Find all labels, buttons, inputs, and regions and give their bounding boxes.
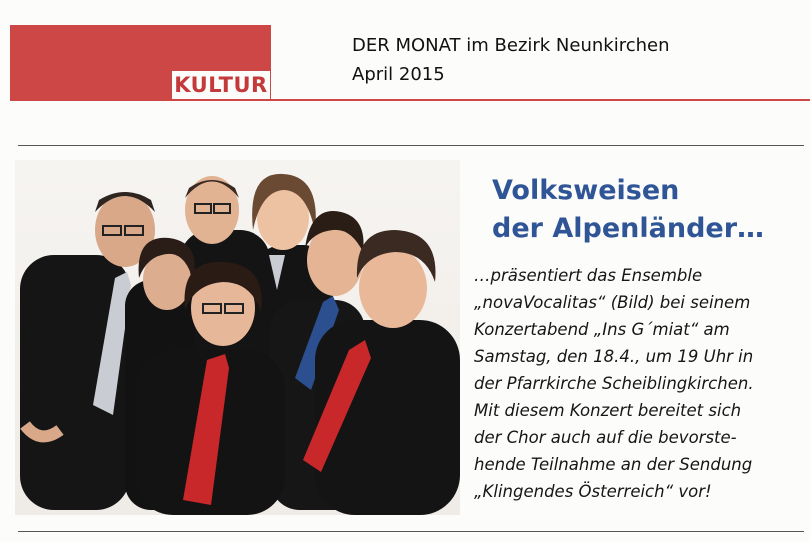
body-line: Konzertabend „Ins G´miat“ am — [474, 320, 730, 339]
body-line: …präsentiert das Ensemble — [474, 266, 703, 285]
headline-line: der Alpenländer… — [492, 213, 765, 244]
header-rule — [10, 99, 810, 101]
body-line: „Klingendes Österreich“ vor! — [474, 482, 712, 501]
body-line: „novaVocalitas“ (Bild) bei seinem — [474, 293, 751, 312]
article-bottom-rule — [18, 531, 804, 532]
article-headline — [492, 172, 802, 248]
article-top-rule — [18, 145, 804, 146]
publication-title: DER MONAT im Bezirk Neunkirchen — [352, 35, 670, 56]
section-label: KULTUR — [172, 71, 270, 99]
body-line: Mit diesem Konzert bereitet sich — [474, 401, 742, 420]
body-line: der Chor auch auf die bevorste- — [474, 428, 737, 447]
issue-date: April 2015 — [352, 64, 445, 85]
article-body — [474, 262, 804, 505]
ensemble-photo — [15, 160, 460, 515]
headline-line: Volksweisen — [492, 175, 680, 206]
body-line: der Pfarrkirche Scheiblingkirchen. — [474, 374, 754, 393]
body-line: Samstag, den 18.4., um 19 Uhr in — [474, 347, 754, 366]
body-line: hende Teilnahme an der Sendung — [474, 455, 753, 474]
